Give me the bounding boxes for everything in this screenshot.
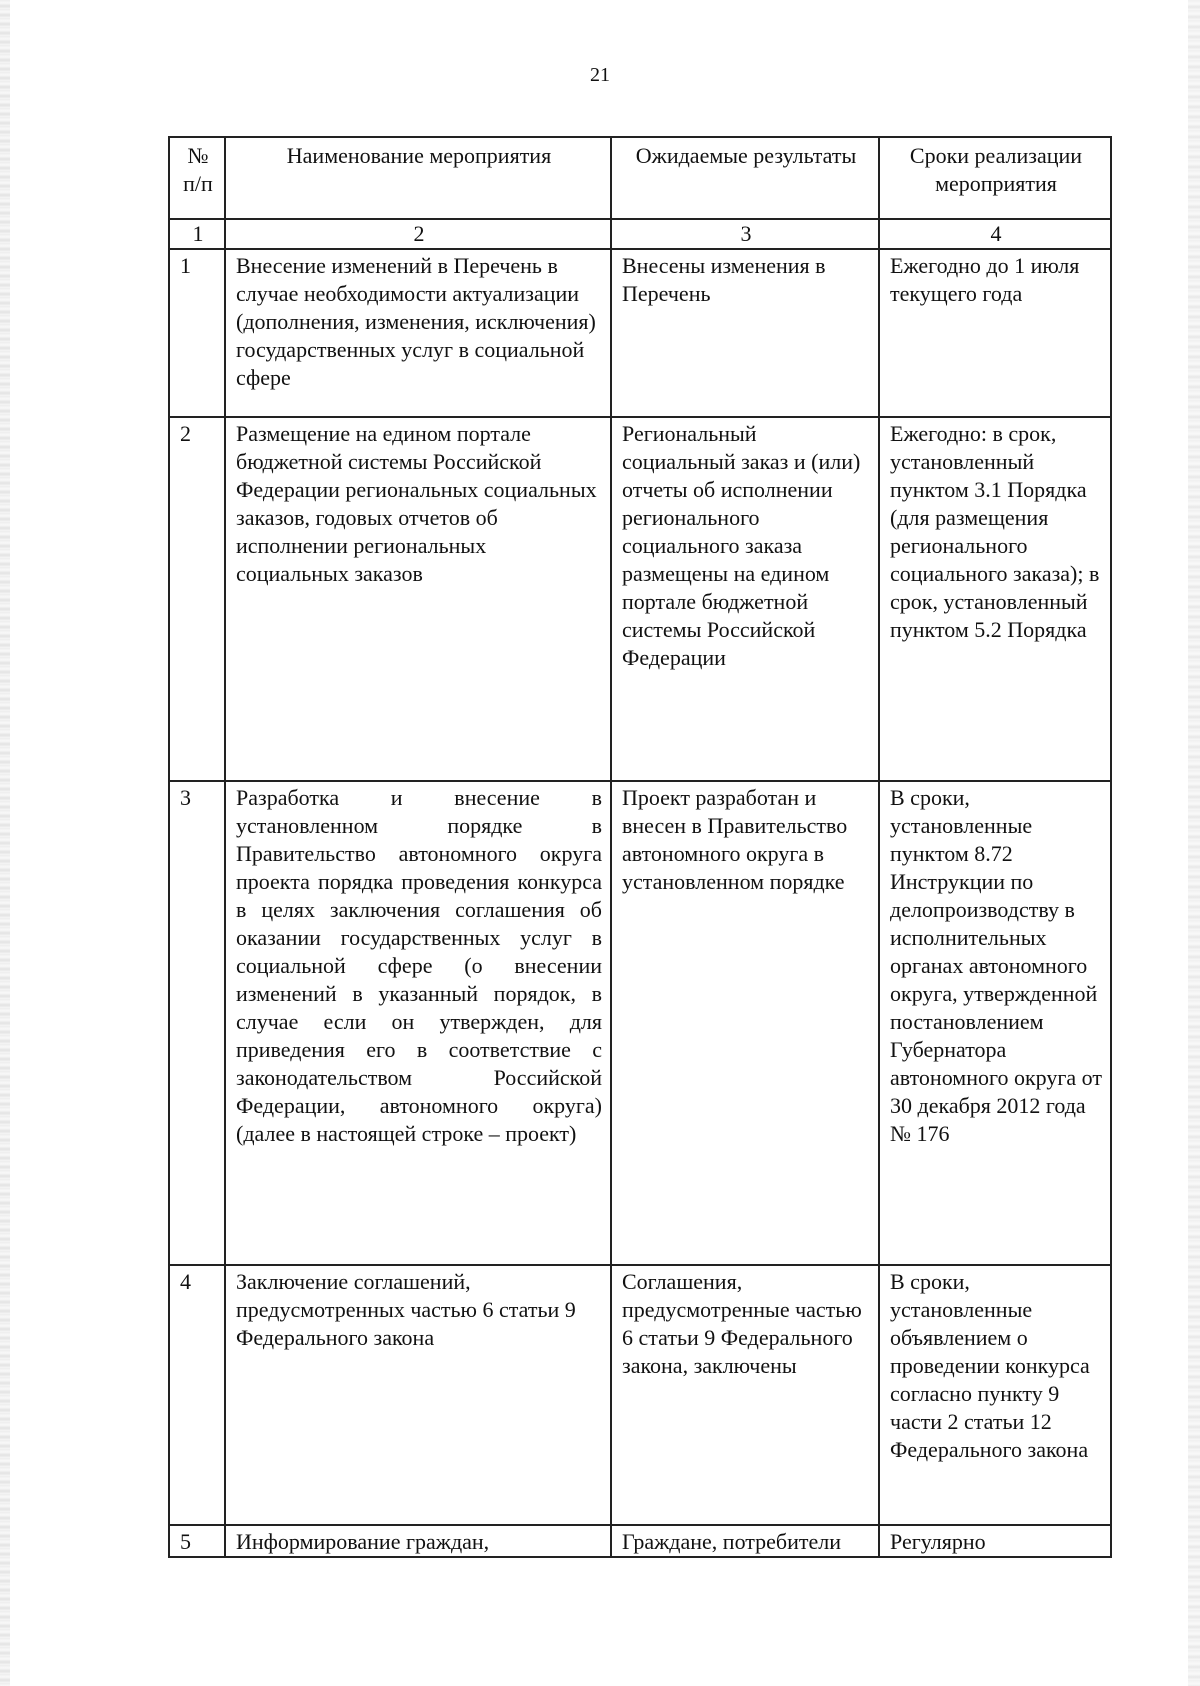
row-deadline: Ежегодно до 1 июля текущего года — [879, 249, 1111, 417]
row-num: 1 — [169, 249, 225, 417]
row-name: Внесение изменений в Перечень в случае необходимости актуализации (дополнения, изменения, исключения) государственных услуг в социальной сфере — [225, 249, 611, 417]
scan-edge-right — [1188, 0, 1200, 1686]
row-deadline: Регулярно — [879, 1525, 1111, 1557]
header-results: Ожидаемые результаты — [611, 137, 879, 219]
row-results: Соглашения, предусмотренные частью 6 статьи 9 Федерального закона, заключены — [611, 1265, 879, 1525]
header-deadline: Сроки реализации мероприятия — [879, 137, 1111, 219]
row-num: 5 — [169, 1525, 225, 1557]
column-number: 4 — [879, 219, 1111, 249]
column-number: 3 — [611, 219, 879, 249]
row-deadline: В сроки, установленные пунктом 8.72 Инструкции по делопроизводству в исполнительных органах автономного округа, утвержденной постановлением Губернатора автономного округа от 30 декабря 2012 года № 176 — [879, 781, 1111, 1265]
column-number: 1 — [169, 219, 225, 249]
row-name: Разработка и внесение в установленном порядке в Правительство автономного округа проекта порядка проведения конкурса в целях заключения соглашения об оказании государственных услуг в социальной сфере (о внесении изменений в указанный порядок, в случае если он утвержден, для приведения его в соответствие с законодательством Российской Федерации, автономного округа) (далее в настоящей строке – проект) — [225, 781, 611, 1265]
scan-edge-left — [0, 0, 10, 1686]
table-row — [169, 417, 1111, 781]
table-row — [169, 1265, 1111, 1525]
row-name: Размещение на едином портале бюджетной системы Российской Федерации региональных социальных заказов, годовых отчетов об исполнении региональных социальных заказов — [225, 417, 611, 781]
row-num: 4 — [169, 1265, 225, 1525]
header-num: № п/п — [169, 137, 225, 219]
header-row — [169, 137, 1111, 219]
page-number: 21 — [590, 64, 610, 86]
column-number-row — [169, 219, 1111, 249]
row-num: 2 — [169, 417, 225, 781]
row-name: Заключение соглашений, предусмотренных частью 6 статьи 9 Федерального закона — [225, 1265, 611, 1525]
row-deadline: В сроки, установленные объявлением о проведении конкурса согласно пункту 9 части 2 статьи 12 Федерального закона — [879, 1265, 1111, 1525]
table-row — [169, 1525, 1111, 1557]
row-deadline: Ежегодно: в срок, установленный пунктом 3.1 Порядка (для размещения регионального социального заказа); в срок, установленный пунктом 5.2 Порядка — [879, 417, 1111, 781]
row-name: Информирование граждан, — [225, 1525, 611, 1557]
column-number: 2 — [225, 219, 611, 249]
row-results: Граждане, потребители — [611, 1525, 879, 1557]
row-results: Проект разработан и внесен в Правительство автономного округа в установленном порядке — [611, 781, 879, 1265]
header-name: Наименование мероприятия — [225, 137, 611, 219]
measures-table — [168, 136, 1112, 1558]
table-row — [169, 249, 1111, 417]
row-results: Внесены изменения в Перечень — [611, 249, 879, 417]
table-row — [169, 781, 1111, 1265]
row-num: 3 — [169, 781, 225, 1265]
row-results: Региональный социальный заказ и (или) отчеты об исполнении регионального социального заказа размещены на едином портале бюджетной системы Российской Федерации — [611, 417, 879, 781]
